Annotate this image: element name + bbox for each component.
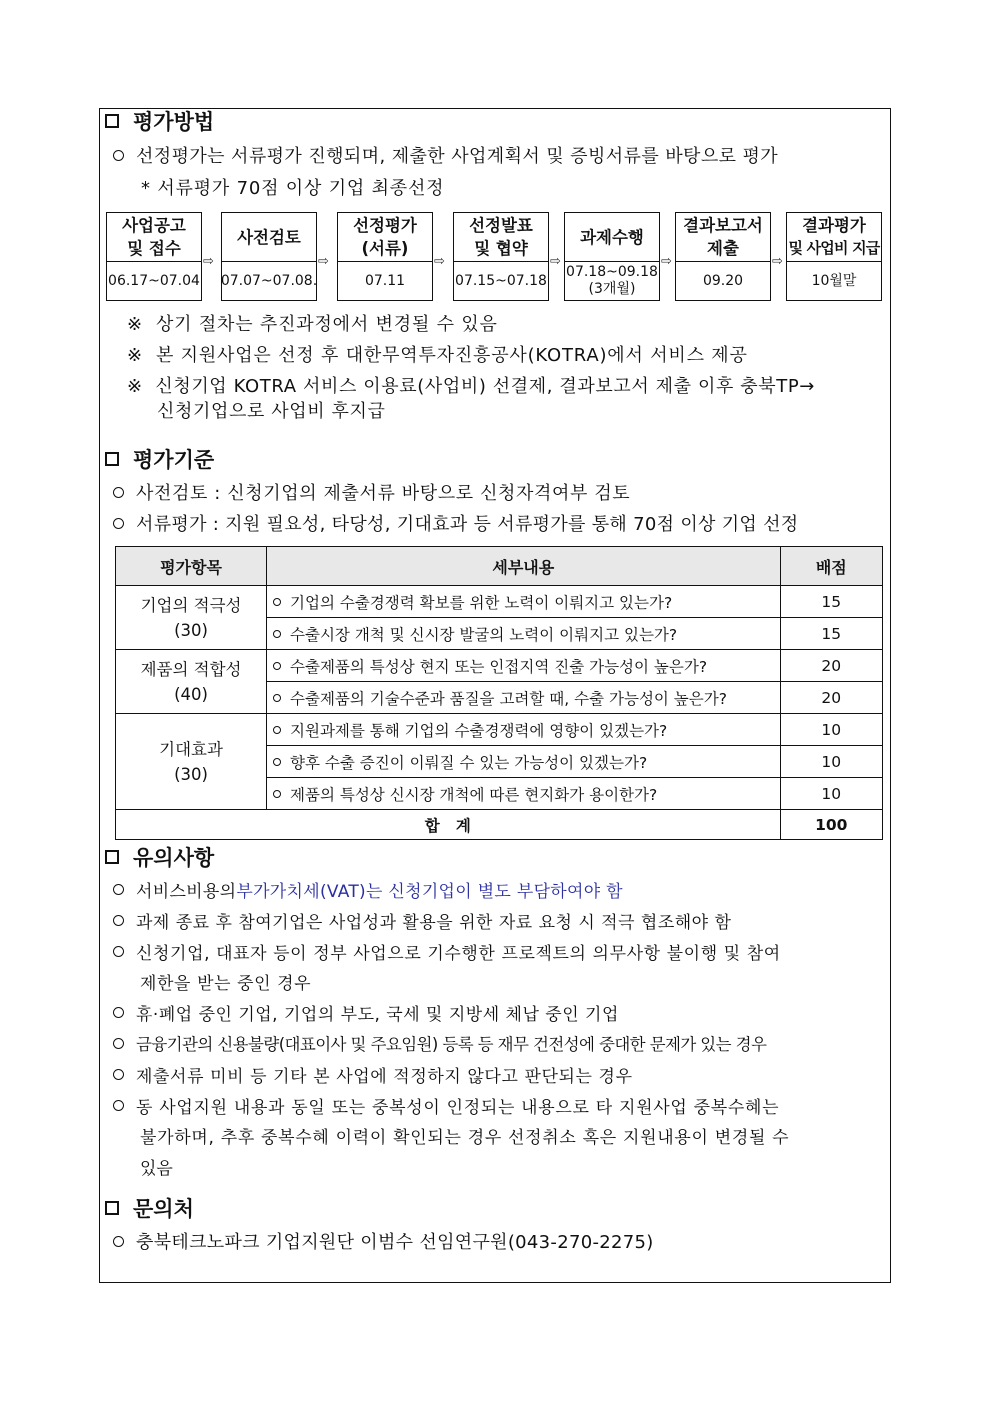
process-step	[564, 212, 660, 301]
process-step-date: 09.20	[702, 272, 744, 289]
table-row	[116, 650, 883, 682]
process-step-date: 07.07~07.08.	[220, 272, 318, 289]
category-cell: 기대효과 (30)	[116, 714, 267, 810]
score-cell: 15	[780, 586, 882, 618]
header-score: 배점	[780, 547, 882, 586]
bullet-evaluation-overview: 선정평가는 서류평가 진행되며, 제출한 사업계획서 및 증빙서류를 바탕으로 평가	[113, 142, 778, 168]
bullet-restriction: 신청기업, 대표자 등이 정부 사업으로 기수행한 프로젝트의 의무사항 불이행 및 참여	[113, 939, 781, 964]
arrow-right-icon: ⇨	[661, 254, 672, 269]
circle-bullet-icon	[113, 1100, 124, 1111]
circle-bullet-icon	[113, 884, 124, 895]
header-category: 평가항목	[116, 547, 267, 586]
score-cell: 10	[780, 778, 882, 810]
circle-bullet-icon	[113, 518, 124, 529]
detail-cell: 향후 수출 증진이 이뤄질 수 있는 가능성이 있겠는가?	[267, 746, 781, 778]
arrow-right-icon: ⇨	[434, 254, 445, 269]
bullet-cooperation: 과제 종료 후 참여기업은 사업성과 활용을 위한 자료 요청 시 적극 협조해야 함	[113, 908, 731, 933]
bullet-credit: 금융기관의 신용불량(대표이사 및 주요임원) 등록 등 재무 건전성에 중대한 문제가 있는 경우	[113, 1031, 766, 1055]
detail-cell: 제품의 특성상 신시장 개척에 따른 현지화가 용이한가?	[267, 778, 781, 810]
process-step-date: 06.17~07.04	[108, 272, 200, 289]
process-step-name: 사전검토	[222, 213, 316, 262]
note-3: ※ 신청기업 KOTRA 서비스 이용료(사업비) 선결제, 결과보고서 제출 이후 충북TP→	[127, 376, 815, 397]
small-circle-icon	[273, 694, 281, 702]
score-cell: 20	[780, 682, 882, 714]
detail-cell: 수출제품의 기술수준과 품질을 고려할 때, 수출 가능성이 높은가?	[267, 682, 781, 714]
bullet-duplicate: 동 사업지원 내용과 동일 또는 중복성이 인정되는 내용으로 타 지원사업 중복수혜는	[113, 1093, 779, 1118]
small-circle-icon	[273, 726, 281, 734]
square-bullet-icon	[105, 1201, 119, 1215]
table-row	[116, 586, 883, 618]
total-row	[116, 810, 883, 840]
circle-bullet-icon	[113, 1069, 124, 1080]
score-cell: 10	[780, 714, 882, 746]
detail-cell: 지원과제를 통해 기업의 수출경쟁력에 영향이 있겠는가?	[267, 714, 781, 746]
detail-cell: 수출시장 개척 및 신시장 발굴의 노력이 이뤄지고 있는가?	[267, 618, 781, 650]
bullet-duplicate-continued: 불가하며, 추후 중복수혜 이력이 확인되는 경우 선정취소 혹은 지원내용이 변경될 수	[140, 1128, 790, 1148]
process-step-name: 결과보고서 제출	[676, 213, 770, 262]
bullet-restriction-continued: 제한을 받는 중인 경우	[140, 974, 312, 994]
total-label: 합 계	[116, 810, 781, 840]
square-bullet-icon	[105, 114, 119, 128]
process-step-name: 결과평가 및 사업비 지급	[787, 213, 881, 262]
header-detail: 세부내용	[267, 547, 781, 586]
circle-bullet-icon	[113, 487, 124, 498]
bullet-contact: 충북테크노파크 기업지원단 이범수 선임연구원(043-270-2275)	[113, 1228, 654, 1254]
bullet-duplicate-continued-2: 있음	[140, 1159, 173, 1179]
total-score: 100	[780, 810, 882, 840]
category-cell: 기업의 적극성 (30)	[116, 586, 267, 650]
process-step	[675, 212, 771, 301]
process-step-date: 10월말	[811, 272, 857, 289]
circle-bullet-icon	[113, 1007, 124, 1018]
arrow-right-icon: ⇨	[550, 254, 561, 269]
note-selection-threshold: * 서류평가 70점 이상 기업 최종선정	[141, 178, 445, 199]
note-3-continued: 신청기업으로 사업비 후지급	[157, 401, 386, 422]
process-step	[106, 212, 202, 301]
score-cell: 10	[780, 746, 882, 778]
small-circle-icon	[273, 790, 281, 798]
note-1: ※ 상기 절차는 추진과정에서 변경될 수 있음	[127, 314, 498, 335]
bullet-pre-review: 사전검토 : 신청기업의 제출서류 바탕으로 신청자격여부 검토	[113, 479, 630, 505]
bullet-incomplete: 제출서류 미비 등 기타 본 사업에 적정하지 않다고 판단되는 경우	[113, 1062, 633, 1087]
circle-bullet-icon	[113, 150, 124, 161]
process-step-name: 사업공고 및 접수	[107, 213, 201, 262]
circle-bullet-icon	[113, 946, 124, 957]
bullet-vat: 서비스비용의 부가가치세(VAT)는 신청기업이 별도 부담하여야 함	[113, 877, 623, 902]
process-step-date: 07.18~09.18 (3개월)	[566, 264, 658, 297]
section-title-contact: 문의처	[105, 1193, 194, 1223]
process-step-date: 07.15~07.18	[455, 272, 547, 289]
process-step	[786, 212, 882, 301]
circle-bullet-icon	[113, 915, 124, 926]
section-title-evaluation-method: 평가방법	[105, 106, 214, 136]
small-circle-icon	[273, 758, 281, 766]
small-circle-icon	[273, 598, 281, 606]
score-cell: 15	[780, 618, 882, 650]
process-step-name: 선정평가 (서류)	[338, 213, 432, 262]
category-cell: 제품의 적합성 (40)	[116, 650, 267, 714]
arrow-right-icon: ⇨	[203, 254, 214, 269]
square-bullet-icon	[105, 850, 119, 864]
note-2: ※ 본 지원사업은 선정 후 대한무역투자진흥공사(KOTRA)에서 서비스 제공	[127, 345, 748, 366]
process-step-name: 선정발표 및 협약	[454, 213, 548, 262]
process-step	[337, 212, 433, 301]
small-circle-icon	[273, 630, 281, 638]
detail-cell: 수출제품의 특성상 현지 또는 인접지역 진출 가능성이 높은가?	[267, 650, 781, 682]
detail-cell: 기업의 수출경쟁력 확보를 위한 노력이 이뤄지고 있는가?	[267, 586, 781, 618]
bullet-document-review: 서류평가 : 지원 필요성, 타당성, 기대효과 등 서류평가를 통해 70점 이상 기업 선정	[113, 510, 799, 536]
process-step-date: 07.11	[364, 272, 406, 289]
arrow-right-icon: ⇨	[318, 254, 329, 269]
square-bullet-icon	[105, 452, 119, 466]
arrow-right-icon: ⇨	[772, 254, 783, 269]
process-step-name: 과제수행	[565, 213, 659, 262]
bullet-closed-business: 휴·폐업 중인 기업, 기업의 부도, 국세 및 지방세 체납 중인 기업	[113, 1000, 619, 1025]
circle-bullet-icon	[113, 1038, 124, 1049]
section-title-precautions: 유의사항	[105, 842, 214, 872]
process-step	[221, 212, 317, 301]
circle-bullet-icon	[113, 1236, 124, 1247]
section-title-evaluation-criteria: 평가기준	[105, 444, 214, 474]
score-cell: 20	[780, 650, 882, 682]
process-step	[453, 212, 549, 301]
small-circle-icon	[273, 662, 281, 670]
table-row	[116, 714, 883, 746]
criteria-table	[115, 546, 883, 840]
